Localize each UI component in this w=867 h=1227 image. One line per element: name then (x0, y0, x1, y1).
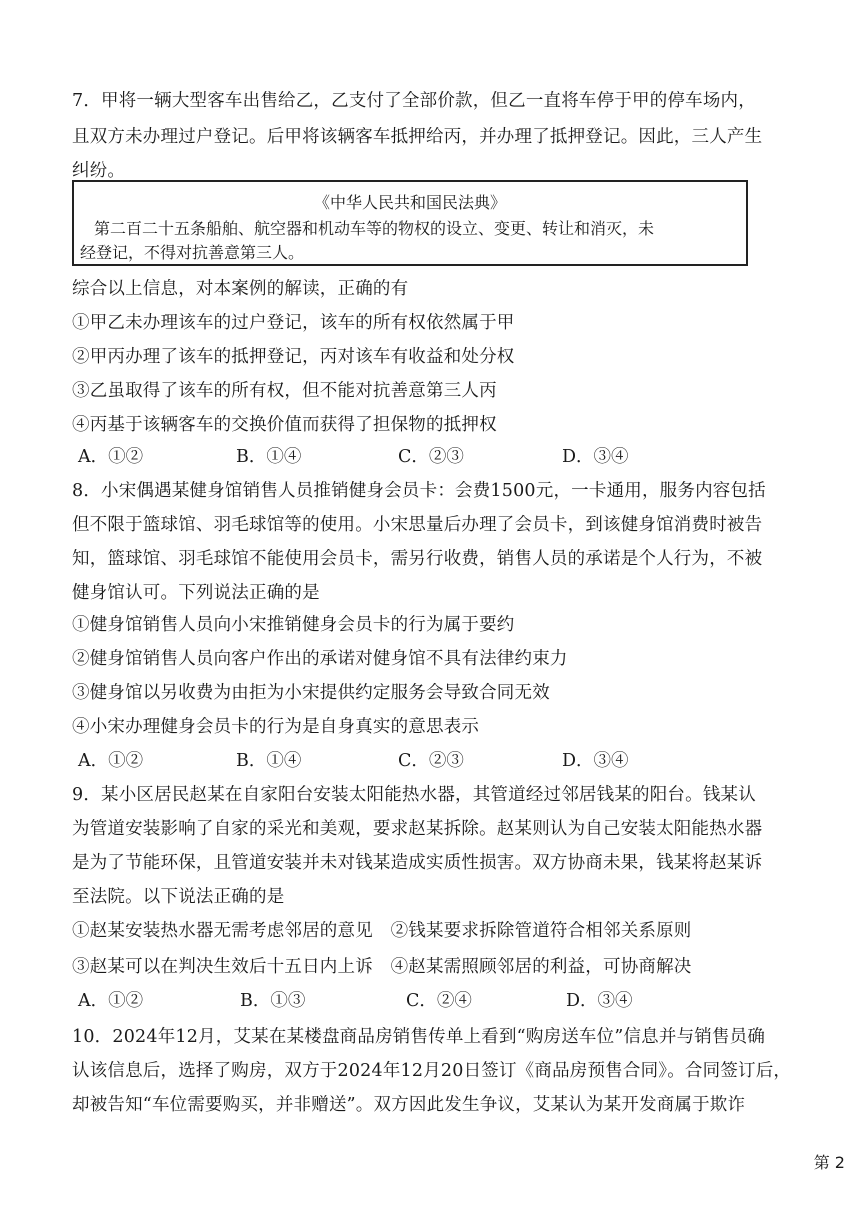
q9-stem-line-3: 是为了节能环保，且管道安装并未对钱某造成实质性损害。双方协商未果，钱某将赵某诉 (72, 853, 763, 873)
q9-statements-row-2: ③赵某可以在判决生效后十五日内上诉 ④赵某需照顾邻居的利益，可协商解决 (72, 957, 692, 977)
q7-statement-4: ④丙基于该辆客车的交换价值而获得了担保物的抵押权 (72, 415, 497, 435)
q9-option-c[interactable]: C．②④ (406, 991, 472, 1011)
q9-option-a[interactable]: A．①② (78, 991, 144, 1011)
q8-stem-line-3: 知，篮球馆、羽毛球馆不能使用会员卡，需另行收费，销售人员的承诺是个人行为，不被 (72, 549, 763, 569)
q8-statement-1: ①健身馆销售人员向小宋推销健身会员卡的行为属于要约 (72, 615, 515, 635)
q10-stem-line-2: 认该信息后，选择了购房，双方于2024年12月20日签订《商品房预售合同》。合同签订后， (72, 1061, 792, 1081)
q8-stem-line-2: 但不限于篮球馆、羽毛球馆等的使用。小宋思量后办理了会员卡，到该健身馆消费时被告 (72, 515, 763, 535)
q7-stem-line-1: 7．甲将一辆大型客车出售给乙，乙支付了全部价款，但乙一直将车停于甲的停车场内， (72, 91, 756, 111)
q8-option-d[interactable]: D．③④ (562, 751, 629, 771)
q9-stem-line-4: 至法院。以下说法正确的是 (72, 887, 285, 907)
q7-statement-1: ①甲乙未办理该车的过户登记，该车的所有权依然属于甲 (72, 313, 515, 333)
q8-statement-4: ④小宋办理健身会员卡的行为是自身真实的意思表示 (72, 717, 480, 737)
q7-option-c[interactable]: C．②③ (398, 447, 464, 467)
q9-stem-line-2: 为管道安装影响了自家的采光和美观，要求赵某拆除。赵某则认为自己安装太阳能热水器 (72, 819, 763, 839)
q7-stem-line-2: 且双方未办理过户登记。后甲将该辆客车抵押给丙，并办理了抵押登记。因此，三人产生 (72, 127, 763, 147)
q7-statement-2: ②甲丙办理了该车的抵押登记，丙对该车有收益和处分权 (72, 347, 515, 367)
q8-option-b[interactable]: B．①④ (236, 751, 302, 771)
q7-option-d[interactable]: D．③④ (562, 447, 629, 467)
q10-stem-line-3: 却被告知“车位需要购买，并非赠送”。双方因此发生争议，艾某认为某开发商属于欺诈 (72, 1095, 746, 1115)
law-title: 《中华人民共和国民法典》 (313, 193, 506, 212)
law-text-line-1: 第二百二十五条船舶、航空器和机动车等的物权的设立、变更、转让和消灭，未 (94, 219, 655, 238)
q8-option-c[interactable]: C．②③ (398, 751, 464, 771)
q10-stem-line-1: 10．2024年12月，艾某在某楼盘商品房销售传单上看到“购房送车位”信息并与销售员确 (72, 1027, 766, 1047)
law-text-line-2: 经登记，不得对抗善意第三人。 (80, 243, 305, 262)
q8-statement-3: ③健身馆以另收费为由拒为小宋提供约定服务会导致合同无效 (72, 683, 550, 703)
q7-option-b[interactable]: B．①④ (236, 447, 302, 467)
q9-option-b[interactable]: B．①③ (240, 991, 306, 1011)
q8-statement-2: ②健身馆销售人员向客户作出的承诺对健身馆不具有法律约束力 (72, 649, 568, 669)
q9-stem-line-1: 9．某小区居民赵某在自家阳台安装太阳能热水器，其管道经过邻居钱某的阳台。钱某认 (72, 785, 756, 805)
q8-stem-line-4: 健身馆认可。下列说法正确的是 (72, 583, 320, 603)
page-number: 第 2 (813, 1153, 845, 1172)
q8-stem-line-1: 8．小宋偶遇某健身馆销售人员推销健身会员卡：会费1500元，一卡通用，服务内容包括 (72, 481, 766, 501)
q8-option-a[interactable]: A．①② (78, 751, 144, 771)
q7-stem-line-3: 纠纷。 (72, 161, 126, 181)
q7-prompt: 综合以上信息，对本案例的解读，正确的有 (72, 279, 409, 299)
law-excerpt-box (72, 180, 748, 266)
q9-statements-row-1: ①赵某安装热水器无需考虑邻居的意见 ②钱某要求拆除管道符合相邻关系原则 (72, 921, 692, 941)
q9-option-d[interactable]: D．③④ (566, 991, 633, 1011)
q7-option-a[interactable]: A．①② (78, 447, 144, 467)
q7-statement-3: ③乙虽取得了该车的所有权，但不能对抗善意第三人丙 (72, 381, 497, 401)
